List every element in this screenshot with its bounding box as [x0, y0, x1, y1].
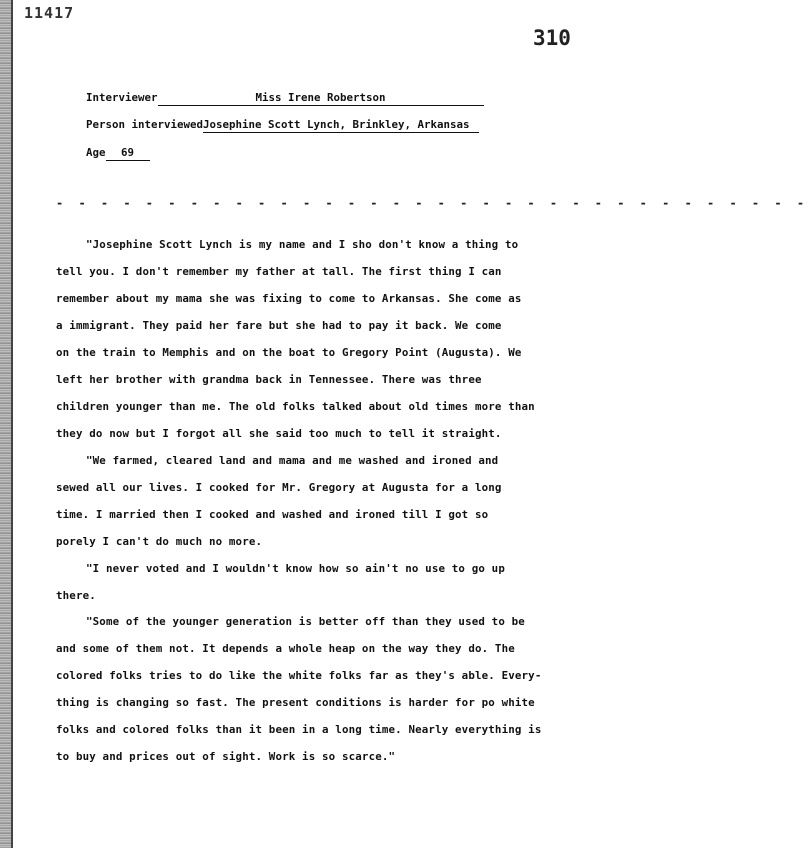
body-line: "Some of the younger generation is better off than they used to be [86, 615, 525, 628]
body-line: there. [56, 589, 96, 602]
age-row [86, 146, 150, 161]
person-interviewed-row [86, 118, 479, 133]
person-interviewed-value: Josephine Scott Lynch, Brinkley, Arkansas [203, 118, 479, 133]
body-line: "Josephine Scott Lynch is my name and I sho don't know a thing to [86, 238, 519, 251]
person-interviewed-label: Person interviewed [86, 118, 204, 131]
age-label: Age [86, 146, 106, 159]
body-line: thing is changing so fast. The present conditions is harder for po white [56, 696, 535, 709]
body-line: left her brother with grandma back in Tennessee. There was three [56, 373, 482, 386]
body-line: "I never voted and I wouldn't know how so ain't no use to go up [86, 562, 505, 575]
body-line: to buy and prices out of sight. Work is so scarce." [56, 750, 396, 763]
body-line: remember about my mama she was fixing to come to Arkansas. She come as [56, 292, 522, 305]
body-line: on the train to Memphis and on the boat to Gregory Point (Augusta). We [56, 346, 522, 359]
corner-mark: 11417 [24, 4, 75, 22]
body-line: a immigrant. They paid her fare but she had to pay it back. We come [56, 319, 502, 332]
scanned-edge-line [11, 0, 13, 848]
body-line: children younger than me. The old folks talked about old times more than [56, 400, 535, 413]
body-line: folks and colored folks than it been in a long time. Nearly everything is [56, 723, 542, 736]
body-line: colored folks tries to do like the white folks far as they's able. Every- [56, 669, 542, 682]
dashed-separator: - - - - - - - - - - - - - - - - - - - - - - - - - - - - - - - - - - [56, 196, 808, 210]
body-line: they do now but I forgot all she said too much to tell it straight. [56, 427, 502, 440]
interviewer-value: Miss Irene Robertson [158, 91, 484, 106]
body-line: porely I can't do much no more. [56, 535, 263, 548]
interviewer-row [86, 91, 484, 106]
interviewer-label: Interviewer [86, 91, 158, 104]
age-value: 69 [106, 146, 150, 161]
body-line: and some of them not. It depends a whole heap on the way they do. The [56, 642, 515, 655]
scanned-edge-strip [0, 0, 11, 848]
body-line: "We farmed, cleared land and mama and me washed and ironed and [86, 454, 499, 467]
body-line: time. I married then I cooked and washed and ironed till I got so [56, 508, 489, 521]
page-number: 310 [533, 26, 571, 50]
body-line: sewed all our lives. I cooked for Mr. Gregory at Augusta for a long [56, 481, 502, 494]
body-line: tell you. I don't remember my father at tall. The first thing I can [56, 265, 502, 278]
